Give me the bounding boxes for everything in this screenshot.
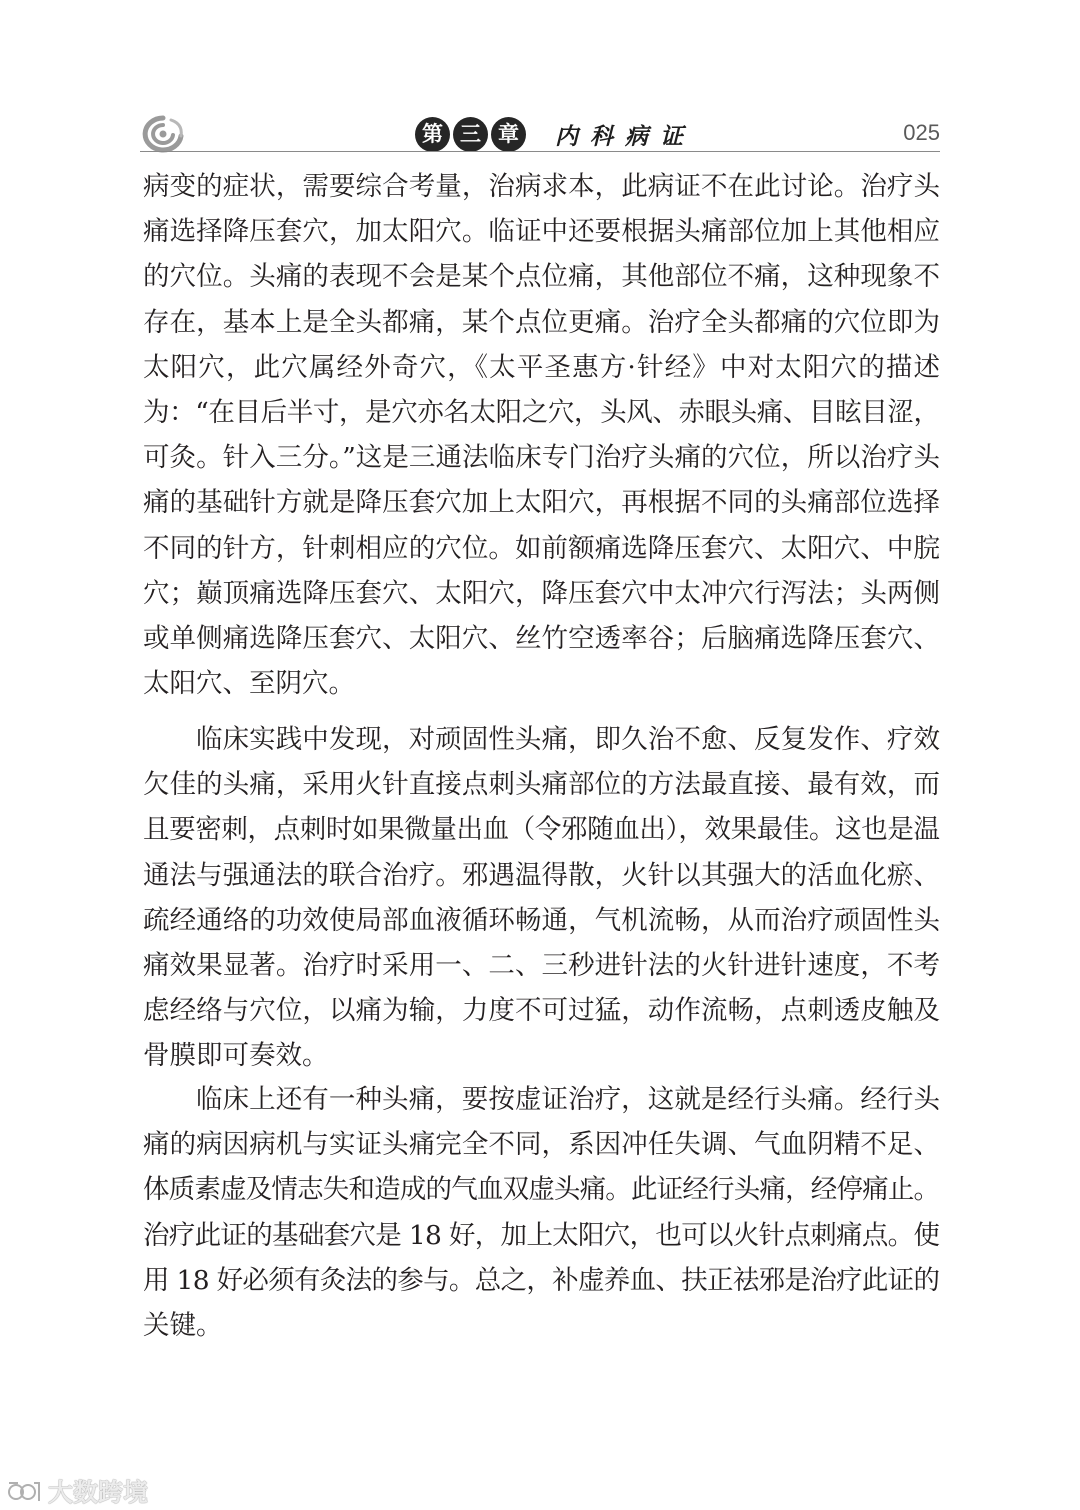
text-line: 太阳穴，此穴属经外奇穴，《太平圣惠方·针经》中对太阳穴的描述 bbox=[143, 351, 942, 383]
paragraph bbox=[143, 1077, 940, 1348]
chapter-char-badge: 章 bbox=[491, 117, 526, 152]
paragraph bbox=[143, 164, 940, 706]
text-line: 痛的病因病机与实证头痛完全不同，系因冲任失调、气血阴精不足、 bbox=[143, 1129, 941, 1161]
text-line: 欠佳的头痛，采用火针直接点刺头痛部位的方法最直接、最有效，而 bbox=[143, 769, 941, 801]
text-line: 或单侧痛选降压套穴、太阳穴、丝竹空透率谷；后脑痛选降压套穴、 bbox=[143, 622, 941, 654]
text-line: 太阳穴、至阴穴。 bbox=[143, 668, 355, 700]
watermark-text: 大数跨境 bbox=[48, 1478, 149, 1507]
text-line: 痛的基础针方就是降压套穴加上太阳穴，再根据不同的头痛部位选择 bbox=[143, 487, 941, 519]
text-line: 痛选择降压套穴，加太阳穴。临证中还要根据头痛部位加上其他相应 bbox=[143, 216, 941, 248]
watermark-logo-icon bbox=[6, 1477, 42, 1505]
text-line: 疏经通络的功效使局部血液循环畅通，气机流畅，从而治疗顽固性头 bbox=[143, 904, 941, 936]
text-line: 为：“在目后半寸，是穴亦名太阳之穴，头风、赤眼头痛、目眩目涩， bbox=[143, 396, 940, 428]
chapter-heading bbox=[415, 115, 695, 153]
text-line: 关键。 bbox=[143, 1309, 223, 1341]
text-line: 病变的症状，需要综合考量，治病求本，此病证不在此讨论。治疗头 bbox=[143, 171, 941, 202]
text-line: 存在，基本上是全头都痛，某个点位更痛。治疗全头都痛的穴位即为 bbox=[143, 306, 941, 338]
text-line: 穴；巅顶痛选降压套穴、太阳穴，降压套穴中太冲穴行泻法；头两侧 bbox=[143, 577, 941, 609]
header-rule bbox=[140, 151, 940, 152]
text-line: 临床上还有一种头痛，要按虚证治疗，这就是经行头痛。经行头 bbox=[196, 1084, 941, 1115]
text-line: 虑经络与穴位，以痛为输，力度不可过猛，动作流畅，点刺透皮触及 bbox=[143, 995, 941, 1027]
text-line: 痛效果显著。治疗时采用一、二、三秒进针法的火针进针速度，不考 bbox=[143, 949, 941, 981]
swirl-icon bbox=[138, 114, 188, 154]
paragraph bbox=[143, 717, 940, 1079]
text-line: 不同的针方，针刺相应的穴位。如前额痛选降压套穴、太阳穴、中脘 bbox=[143, 532, 941, 564]
text-line: 且要密刺，点刺时如果微量出血（令邪随血出），效果最佳。这也是温 bbox=[143, 814, 940, 846]
chapter-title: 内科病证 bbox=[555, 122, 695, 150]
text-line: 可灸。针入三分。”这是三通法临床专门治疗头痛的穴位，所以治疗头 bbox=[143, 442, 941, 474]
text-line: 通法与强通法的联合治疗。邪遇温得散，火针以其强大的活血化瘀、 bbox=[143, 859, 941, 891]
chapter-char-badge: 第 bbox=[415, 117, 450, 152]
watermark bbox=[6, 1474, 148, 1508]
text-line: 体质素虚及情志失和造成的气血双虚头痛。此证经行头痛，经停痛止。 bbox=[143, 1174, 940, 1206]
text-line: 临床实践中发现，对顽固性头痛，即久治不愈、反复发作、疗效 bbox=[196, 724, 941, 755]
text-line: 骨膜即可奏效。 bbox=[143, 1040, 329, 1072]
chapter-char-badge: 三 bbox=[453, 117, 488, 152]
page-number: 025 bbox=[903, 120, 940, 145]
text-line: 治疗此证的基础套穴是 18 好，加上太阳穴，也可以火针点刺痛点。使 bbox=[143, 1219, 940, 1251]
text-line: 的穴位。头痛的表现不会是某个点位痛，其他部位不痛，这种现象不 bbox=[143, 261, 941, 293]
text-line: 用 18 好必须有灸法的参与。总之，补虚养血、扶正祛邪是治疗此证的 bbox=[143, 1264, 940, 1296]
